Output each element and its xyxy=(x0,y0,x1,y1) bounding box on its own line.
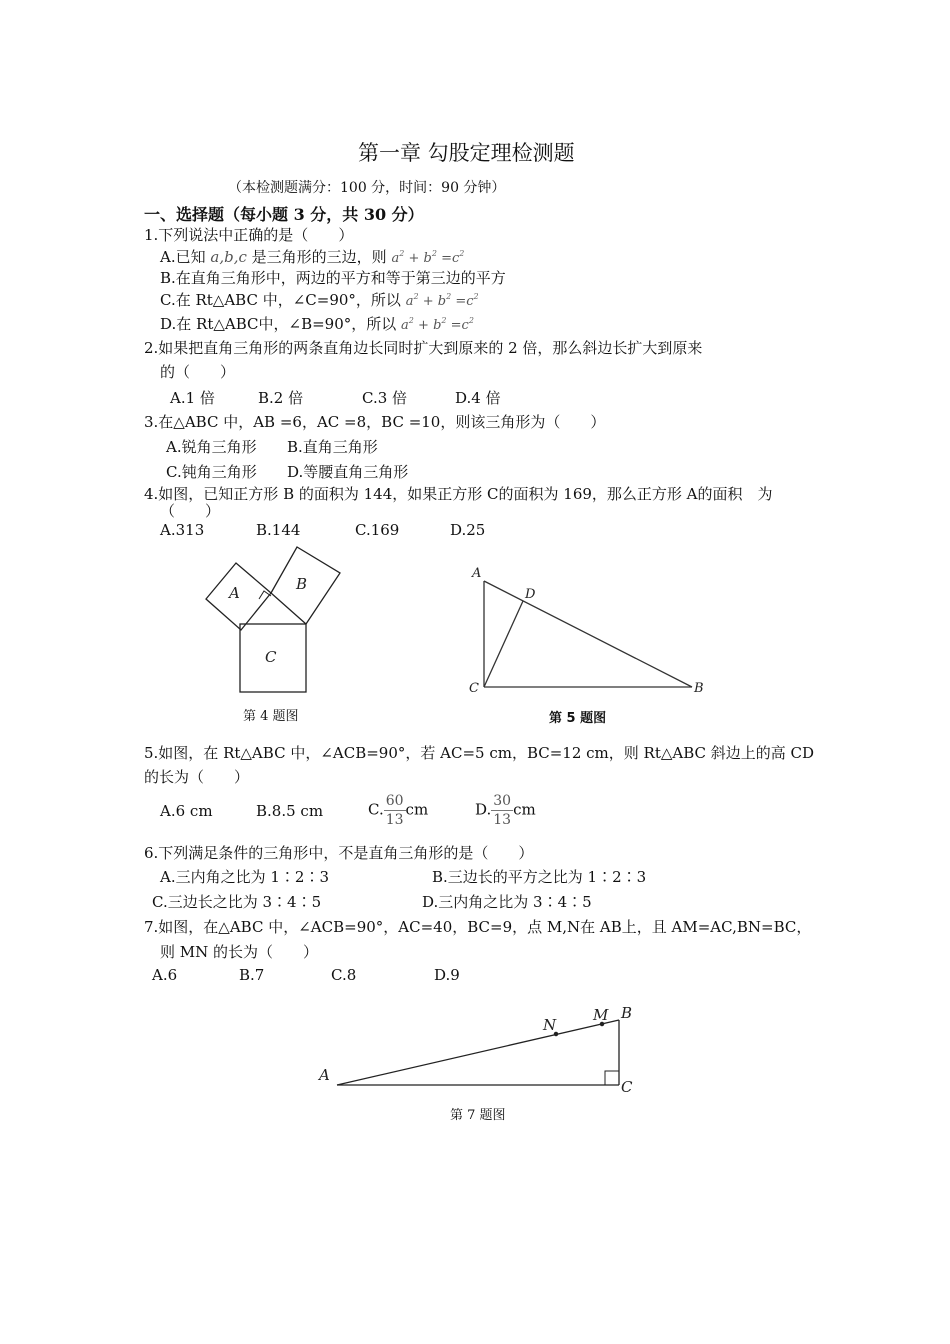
q5-option-b: B.8.5 cm xyxy=(256,802,324,820)
q1-option-c: C.在 Rt△ABC 中，∠C=90°，所以 $a^2 + b^2 =c^2$ xyxy=(160,291,479,309)
figure-7 xyxy=(317,1004,633,1096)
figure-4-caption: 第 4 题图 xyxy=(243,709,299,724)
figure-7-caption: 第 7 题图 xyxy=(450,1108,506,1123)
q1-option-a: A.已知 a,b,c 是三角形的三边，则 $a^2 + b^2 =c^2$ xyxy=(160,248,465,266)
label-m: M xyxy=(593,1006,609,1024)
q5-stem: 5.如图，在 Rt△ABC 中，∠ACB=90°，若 AC=5 cm，BC=12 cm，则 Rt△ABC 斜边上的高 CD xyxy=(144,744,815,762)
q1-stem: 1.下列说法中正确的是（ ） xyxy=(144,226,354,244)
figure-5-caption: 第 5 题图 xyxy=(549,711,607,726)
q3-stem: 3.在△ABC 中，AB =6，AC =8，BC =10，则该三角形为（ ） xyxy=(144,413,606,431)
q4-option-c: C.169 xyxy=(355,521,400,539)
label-d: D xyxy=(525,587,536,602)
q6-option-b: B.三边长的平方之比为 1∶2∶3 xyxy=(432,868,647,886)
label-a: A xyxy=(319,1066,330,1084)
q2-option-d: D.4 倍 xyxy=(455,389,501,407)
q4-stem-cont: （ ） xyxy=(160,502,221,520)
q7-stem-cont: 则 MN 的长为（ ） xyxy=(160,943,319,961)
section-heading: 一、选择题（每小题 3 分，共 30 分） xyxy=(144,205,424,224)
q6-stem: 6.下列满足条件的三角形中，不是直角三角形的是（ ） xyxy=(144,844,534,862)
q7-stem: 7.如图，在△ABC 中，∠ACB=90°，AC=40，BC=9，点 M,N在 AB上，且 AM=AC,BN=BC， xyxy=(144,918,812,936)
label-a: A xyxy=(229,584,240,602)
side-ab xyxy=(484,581,692,687)
figure-5 xyxy=(469,566,704,696)
label-c: C xyxy=(469,681,479,696)
q3-option-a: A.锐角三角形 xyxy=(166,438,257,456)
label-c: C xyxy=(265,648,277,666)
q6-option-d: D.三内角之比为 3∶4∶5 xyxy=(422,893,592,911)
q2-stem-cont: 的（ ） xyxy=(160,363,236,381)
label-b: B xyxy=(694,681,704,696)
altitude-cd xyxy=(484,601,523,687)
side-ab xyxy=(337,1020,619,1085)
q5-option-d: D. $\frac{30}{13}$ cm xyxy=(475,793,536,828)
label-c: C xyxy=(621,1078,633,1096)
q6-option-a: A.三内角之比为 1∶2∶3 xyxy=(160,868,329,886)
q7-option-a: A.6 xyxy=(152,966,178,984)
q7-option-c: C.8 xyxy=(331,966,357,984)
label-b: B xyxy=(621,1004,633,1022)
q4-option-a: A.313 xyxy=(160,521,205,539)
q7-option-d: D.9 xyxy=(434,966,460,984)
exam-info: （本检测题满分：100 分，时间：90 分钟） xyxy=(228,180,506,196)
label-a: A xyxy=(472,566,482,581)
q7-option-b: B.7 xyxy=(239,966,265,984)
q5-option-a: A.6 cm xyxy=(160,802,213,820)
q2-stem: 2.如果把直角三角形的两条直角边长同时扩大到原来的 2 倍，那么斜边长扩大到原来 xyxy=(144,339,703,357)
q6-option-c: C.三边长之比为 3∶4∶5 xyxy=(152,893,322,911)
q4-option-b: B.144 xyxy=(256,521,301,539)
q3-option-d: D.等腰直角三角形 xyxy=(287,463,409,481)
q2-option-a: A.1 倍 xyxy=(170,389,215,407)
q2-option-c: C.3 倍 xyxy=(362,389,408,407)
label-n: N xyxy=(543,1016,557,1034)
figure-4 xyxy=(206,547,340,692)
q2-option-b: B.2 倍 xyxy=(258,389,304,407)
q4-stem: 4.如图，已知正方形 B 的面积为 144，如果正方形 C的面积为 169，那么正方形 A的面积 为 xyxy=(144,485,773,503)
q1-option-d: D.在 Rt△ABC中，∠B=90°，所以 $a^2 + b^2 =c^2$ xyxy=(160,315,474,333)
label-b: B xyxy=(296,575,308,593)
right-angle-mark xyxy=(605,1071,619,1085)
q5-stem-cont: 的长为（ ） xyxy=(144,768,250,786)
q4-option-d: D.25 xyxy=(450,521,486,539)
page-title: 第一章 勾股定理检测题 xyxy=(358,141,575,165)
q3-option-c: C.钝角三角形 xyxy=(166,463,257,481)
q3-option-b: B.直角三角形 xyxy=(287,438,378,456)
q1-option-b: B.在直角三角形中，两边的平方和等于第三边的平方 xyxy=(160,269,506,287)
q5-option-c: C. $\frac{60}{13}$ cm xyxy=(368,793,429,828)
